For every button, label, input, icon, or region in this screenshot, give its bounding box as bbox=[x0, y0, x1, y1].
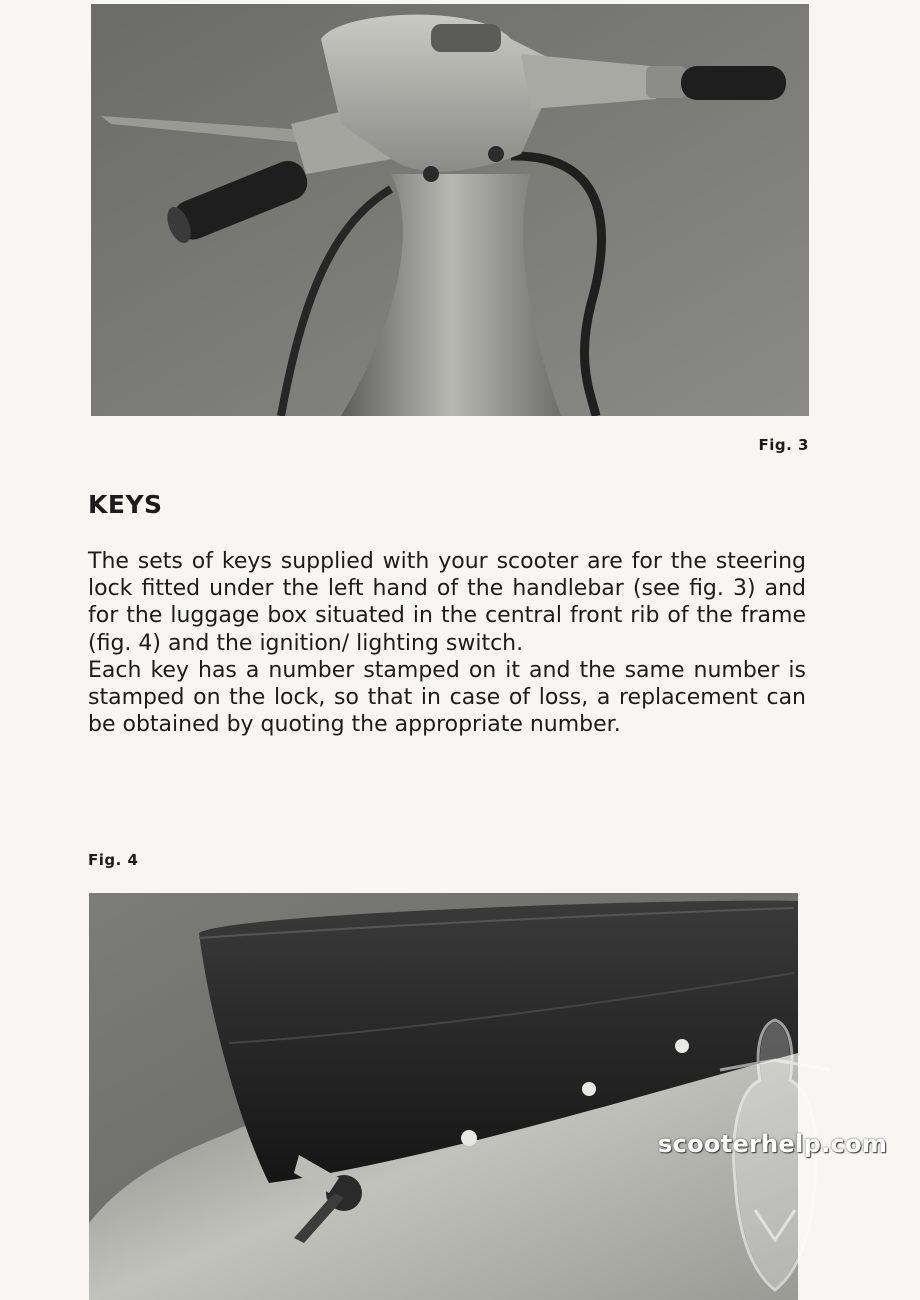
fig3-caption: Fig. 3 bbox=[758, 436, 809, 454]
paragraph-keys-supplied: The sets of keys supplied with your scooter are for the steering lock fitted under the left hand of the handlebar (see fig. 3) and for the luggage box situated in the central front rib of the frame (fig. 4) and the ignition/ lighting switch. bbox=[88, 549, 806, 656]
fig4-caption: Fig. 4 bbox=[88, 851, 139, 869]
paragraph-key-number: Each key has a number stamped on it and the same number is stamped on the lock, so that in case of loss, a replacement can be obtained by quoting the appropriate number. bbox=[88, 657, 806, 738]
section-heading: KEYS bbox=[88, 490, 163, 519]
fig3-handlebar-photo bbox=[91, 4, 809, 416]
fig4-luggage-box-photo bbox=[89, 893, 798, 1300]
watermark-text: scooterhelp.com bbox=[658, 1130, 888, 1158]
section-body bbox=[88, 548, 806, 738]
